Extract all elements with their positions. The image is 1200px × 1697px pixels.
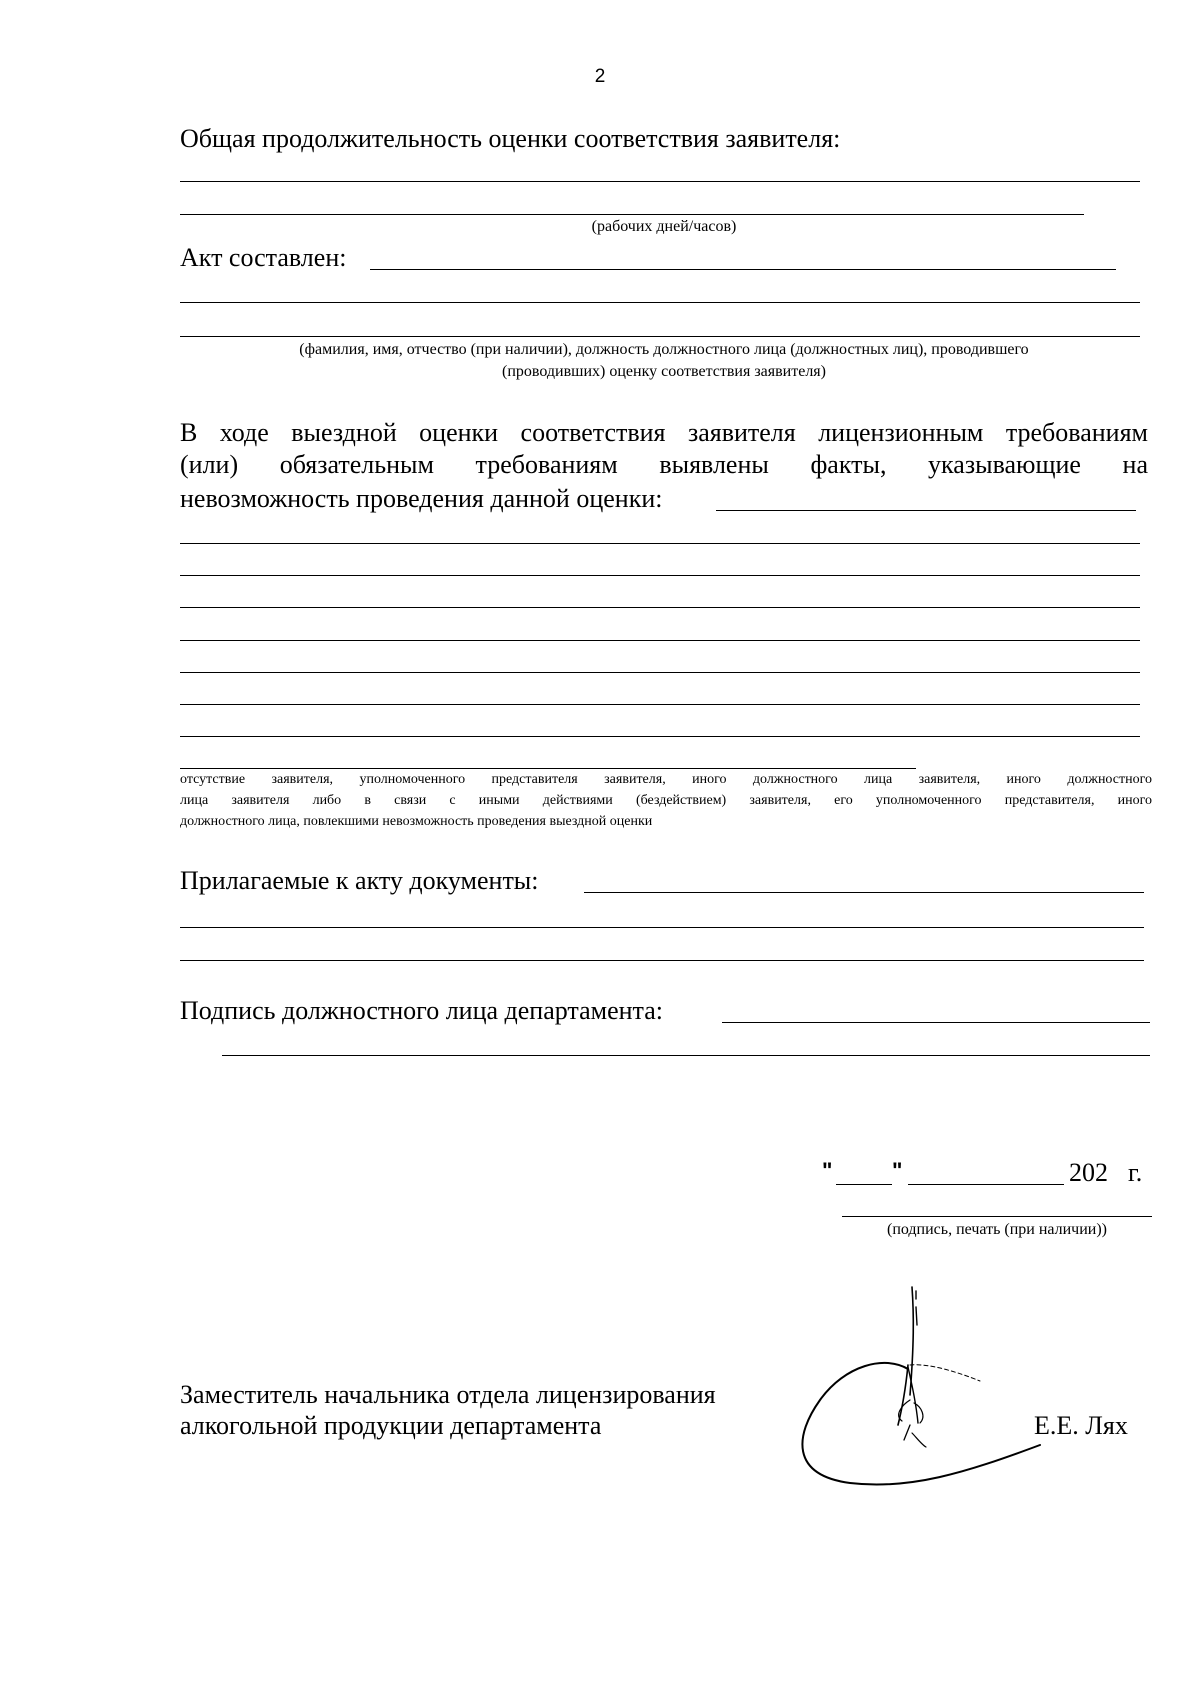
facts-field-line-3[interactable] [180, 575, 1140, 576]
page-number: 2 [594, 66, 606, 87]
attached-docs-field-line-2[interactable] [180, 927, 1144, 928]
official-signature-field-line-1[interactable] [722, 1022, 1150, 1023]
facts-field-line-1[interactable] [716, 510, 1136, 511]
date-close-quote: " [892, 1158, 903, 1183]
act-compiled-label: Акт составлен: [180, 243, 347, 272]
facts-field-line-7[interactable] [180, 704, 1140, 705]
facts-field-line-4[interactable] [180, 607, 1140, 608]
facts-text-line-1: В ходе выездной оценки соответствия заявителя лицензионным требованиям [180, 418, 1148, 447]
official-signature-field-line-2[interactable] [222, 1055, 1150, 1056]
facts-field-line-6[interactable] [180, 672, 1140, 673]
duration-field-line-1[interactable] [180, 181, 1140, 182]
facts-note-line-3: должностного лица, повлекшими невозможность проведения выездной оценки [180, 814, 653, 829]
facts-field-line-8[interactable] [180, 736, 1140, 737]
attached-docs-field-line-3[interactable] [180, 960, 1144, 961]
handwritten-signature [790, 1285, 1070, 1495]
duration-field-line-2[interactable] [180, 214, 1084, 215]
facts-text-line-3: невозможность проведения данной оценки: [180, 484, 663, 513]
date-year: 202 [1069, 1158, 1108, 1187]
signatory-name: Е.Е. Лях [1034, 1411, 1128, 1440]
facts-text-line-2: (или) обязательным требованиям выявлены факты, указывающие на [180, 450, 1148, 479]
act-compiled-caption-2: (проводивших) оценку соответствия заявителя) [502, 363, 826, 380]
facts-note-line-1: отсутствие заявителя, уполномоченного представителя заявителя, иного должностного лица заявителя, иного должностного [180, 772, 1152, 787]
date-day-field[interactable] [836, 1184, 892, 1185]
duration-caption: (рабочих дней/часов) [591, 218, 737, 235]
official-signature-label: Подпись должностного лица департамента: [180, 996, 663, 1025]
duration-label: Общая продолжительность оценки соответствия заявителя: [180, 124, 841, 153]
date-year-suffix: г. [1128, 1158, 1143, 1187]
facts-note-separator [180, 768, 916, 769]
facts-field-line-5[interactable] [180, 640, 1140, 641]
act-compiled-field-line-3[interactable] [180, 336, 1140, 337]
attached-docs-label: Прилагаемые к акту документы: [180, 866, 539, 895]
act-compiled-field-line-1[interactable] [370, 269, 1116, 270]
signatory-position-line-1: Заместитель начальника отдела лицензирования [180, 1380, 716, 1409]
act-compiled-caption-1: (фамилия, имя, отчество (при наличии), должность должностного лица (должностных лиц), проводившего [299, 341, 1029, 358]
date-month-field[interactable] [908, 1184, 1064, 1185]
attached-docs-field-line-1[interactable] [584, 892, 1144, 893]
act-compiled-field-line-2[interactable] [180, 302, 1140, 303]
stamp-signature-field[interactable] [842, 1216, 1152, 1217]
facts-note-line-2: лица заявителя либо в связи с иными действиями (бездействием) заявителя, его уполномоченного представителя, иного [180, 793, 1152, 808]
signatory-position-line-2: алкогольной продукции департамента [180, 1411, 602, 1440]
stamp-signature-caption: (подпись, печать (при наличии)) [886, 1221, 1107, 1238]
date-open-quote: " [822, 1158, 833, 1183]
facts-field-line-2[interactable] [180, 543, 1140, 544]
